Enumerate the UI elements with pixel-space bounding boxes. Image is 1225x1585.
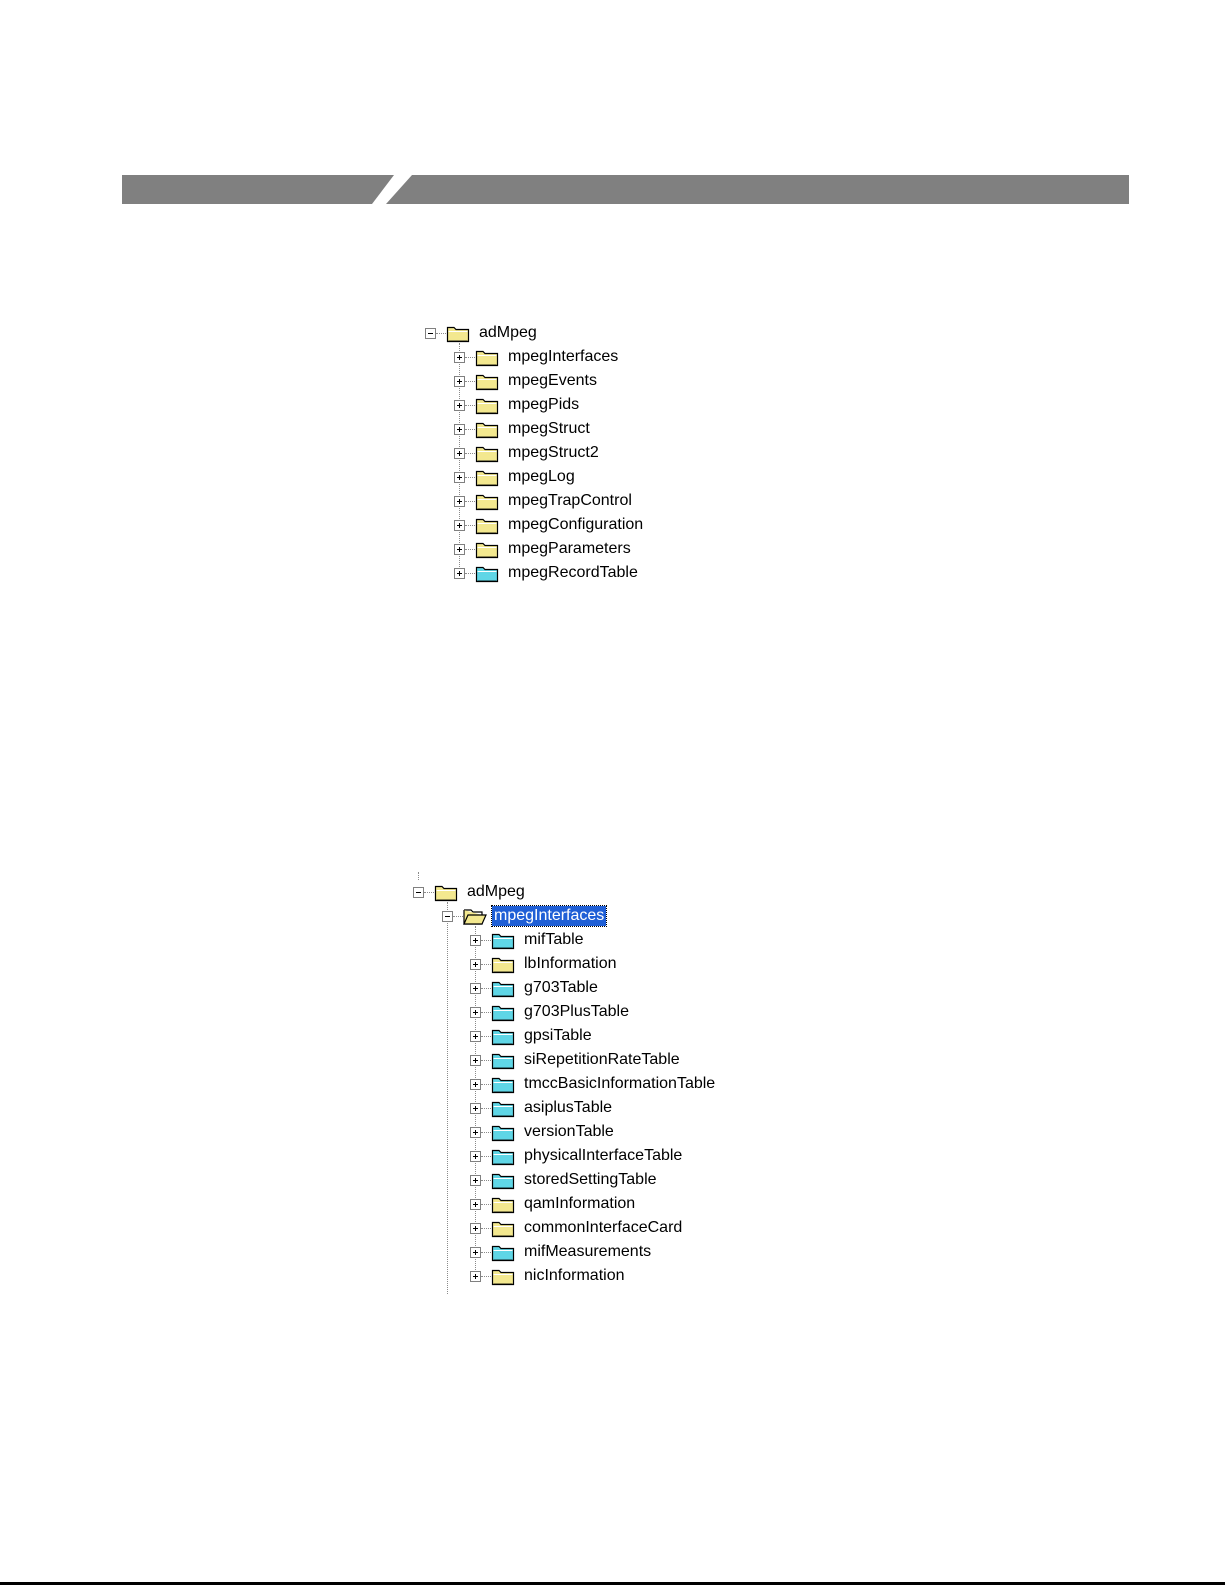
tree-view-top	[425, 321, 685, 591]
folder-icon	[475, 372, 499, 391]
expand-icon[interactable]	[470, 1127, 481, 1138]
tree-node-mpegpids[interactable]	[454, 393, 581, 417]
folder-icon	[491, 1219, 515, 1238]
expand-icon[interactable]	[470, 1151, 481, 1162]
expand-icon[interactable]	[454, 400, 465, 411]
collapse-icon[interactable]	[413, 887, 424, 898]
tree-node-label: mpegStruct2	[508, 444, 599, 461]
tree-node-label: physicalInterfaceTable	[524, 1147, 683, 1164]
tree-node-lbinformation[interactable]	[470, 952, 619, 976]
collapse-icon[interactable]	[425, 328, 436, 339]
tree-node-physicalinterfacetable[interactable]	[470, 1144, 684, 1168]
expand-icon[interactable]	[454, 544, 465, 555]
tree-node-label: mpegTrapControl	[508, 492, 632, 509]
tree-node-mpegtrapcontrol[interactable]	[454, 489, 634, 513]
folder-icon	[446, 324, 470, 343]
folder-icon	[475, 396, 499, 415]
table-folder-icon	[491, 1075, 515, 1094]
expand-icon[interactable]	[470, 935, 481, 946]
expand-icon[interactable]	[470, 1055, 481, 1066]
expand-icon[interactable]	[470, 1247, 481, 1258]
tree-node-label: mpegPids	[508, 396, 580, 413]
tree-node-commoninterfacecard[interactable]	[470, 1216, 684, 1240]
tree-node-label: mifTable	[524, 931, 584, 948]
tree-node-label: g703PlusTable	[524, 1003, 629, 1020]
folder-icon	[491, 1267, 515, 1286]
table-folder-icon	[491, 1051, 515, 1070]
expand-icon[interactable]	[470, 1175, 481, 1186]
tree-node-label: mpegParameters	[508, 540, 631, 557]
table-folder-icon	[491, 1243, 515, 1262]
tree-node-mpegstruct[interactable]	[454, 417, 592, 441]
tree-node-mpegevents[interactable]	[454, 369, 599, 393]
folder-icon	[491, 1195, 515, 1214]
folder-icon	[475, 348, 499, 367]
expand-icon[interactable]	[454, 376, 465, 387]
folder-icon	[475, 492, 499, 511]
expand-icon[interactable]	[454, 448, 465, 459]
tree-node-label: mpegLog	[508, 468, 575, 485]
folder-icon	[475, 444, 499, 463]
table-folder-icon	[491, 1027, 515, 1046]
tree-node-label: mpegEvents	[508, 372, 597, 389]
tree-node-mpegstruct2[interactable]	[454, 441, 601, 465]
expand-icon[interactable]	[454, 496, 465, 507]
table-folder-icon	[475, 564, 499, 583]
folder-icon	[475, 468, 499, 487]
table-folder-icon	[491, 1099, 515, 1118]
expand-icon[interactable]	[454, 520, 465, 531]
tree-node-mifmeasurements[interactable]	[470, 1240, 653, 1264]
tree-node-label: asiplusTable	[524, 1099, 613, 1116]
tree-node-mpegparameters[interactable]	[454, 537, 633, 561]
tree-node-sirepetitionratetable[interactable]	[470, 1048, 682, 1072]
tree-node-label: nicInformation	[524, 1267, 625, 1284]
tree-node-root[interactable]	[413, 880, 527, 904]
tree-connector	[418, 872, 419, 880]
tree-node-g703table[interactable]	[470, 976, 600, 1000]
tree-node-gpsitable[interactable]	[470, 1024, 594, 1048]
tree-node-tmccbasicinformationtable[interactable]	[470, 1072, 717, 1096]
tree-node-label: g703Table	[524, 979, 598, 996]
table-folder-icon	[491, 979, 515, 998]
table-folder-icon	[491, 931, 515, 950]
tree-node-mpegconfiguration[interactable]	[454, 513, 645, 537]
tree-node-label: storedSettingTable	[524, 1171, 657, 1188]
folder-icon	[491, 955, 515, 974]
tree-connector	[447, 902, 448, 1294]
tree-node-root[interactable]	[425, 321, 539, 345]
tree-node-label: mifMeasurements	[524, 1243, 652, 1260]
folder-icon	[475, 420, 499, 439]
tree-node-label: mpegStruct	[508, 420, 590, 437]
tree-node-label: versionTable	[524, 1123, 614, 1140]
tree-node-label: commonInterfaceCard	[524, 1219, 683, 1236]
collapse-icon[interactable]	[442, 911, 453, 922]
folder-open-icon	[463, 907, 487, 926]
folder-icon	[475, 516, 499, 535]
expand-icon[interactable]	[470, 1007, 481, 1018]
tree-node-label: mpegRecordTable	[508, 564, 638, 581]
tree-node-g703plustable[interactable]	[470, 1000, 631, 1024]
expand-icon[interactable]	[454, 352, 465, 363]
expand-icon[interactable]	[470, 1271, 481, 1282]
expand-icon[interactable]	[470, 1079, 481, 1090]
tree-node-label: tmccBasicInformationTable	[524, 1075, 716, 1092]
tree-node-label: gpsiTable	[524, 1027, 592, 1044]
tree-node-label: siRepetitionRateTable	[524, 1051, 680, 1068]
table-folder-icon	[491, 1147, 515, 1166]
tree-node-label: adMpeg	[479, 324, 537, 341]
tree-node-versiontable[interactable]	[470, 1120, 616, 1144]
tree-node-mpeglog[interactable]	[454, 465, 577, 489]
expand-icon[interactable]	[470, 959, 481, 970]
tree-node-asiplustable[interactable]	[470, 1096, 614, 1120]
tree-node-nicinformation[interactable]	[470, 1264, 627, 1288]
tree-node-miftable[interactable]	[470, 928, 586, 952]
folder-icon	[475, 540, 499, 559]
tree-node-label: lbInformation	[524, 955, 617, 972]
folder-icon	[434, 883, 458, 902]
header-bar	[122, 175, 1129, 204]
expand-icon[interactable]	[470, 1199, 481, 1210]
tree-node-label: adMpeg	[467, 883, 525, 900]
tree-node-label: qamInformation	[524, 1195, 636, 1212]
tree-view-bottom	[413, 880, 743, 1300]
tree-node-mpegrecordtable[interactable]	[454, 561, 640, 585]
tree-node-mpeginterfaces[interactable]	[442, 904, 606, 928]
expand-icon[interactable]	[470, 1031, 481, 1042]
expand-icon[interactable]	[454, 472, 465, 483]
expand-icon[interactable]	[454, 424, 465, 435]
expand-icon[interactable]	[470, 1103, 481, 1114]
expand-icon[interactable]	[470, 983, 481, 994]
tree-node-qaminformation[interactable]	[470, 1192, 637, 1216]
tree-node-label: mpegConfiguration	[508, 516, 644, 533]
tree-node-label: mpegInterfaces	[508, 348, 619, 365]
tree-node-label-selected: mpegInterfaces	[494, 907, 605, 924]
expand-icon[interactable]	[454, 568, 465, 579]
table-folder-icon	[491, 1003, 515, 1022]
table-folder-icon	[491, 1171, 515, 1190]
expand-icon[interactable]	[470, 1223, 481, 1234]
tree-node-storedsettingtable[interactable]	[470, 1168, 659, 1192]
table-folder-icon	[491, 1123, 515, 1142]
tree-node-mpeginterfaces[interactable]	[454, 345, 620, 369]
